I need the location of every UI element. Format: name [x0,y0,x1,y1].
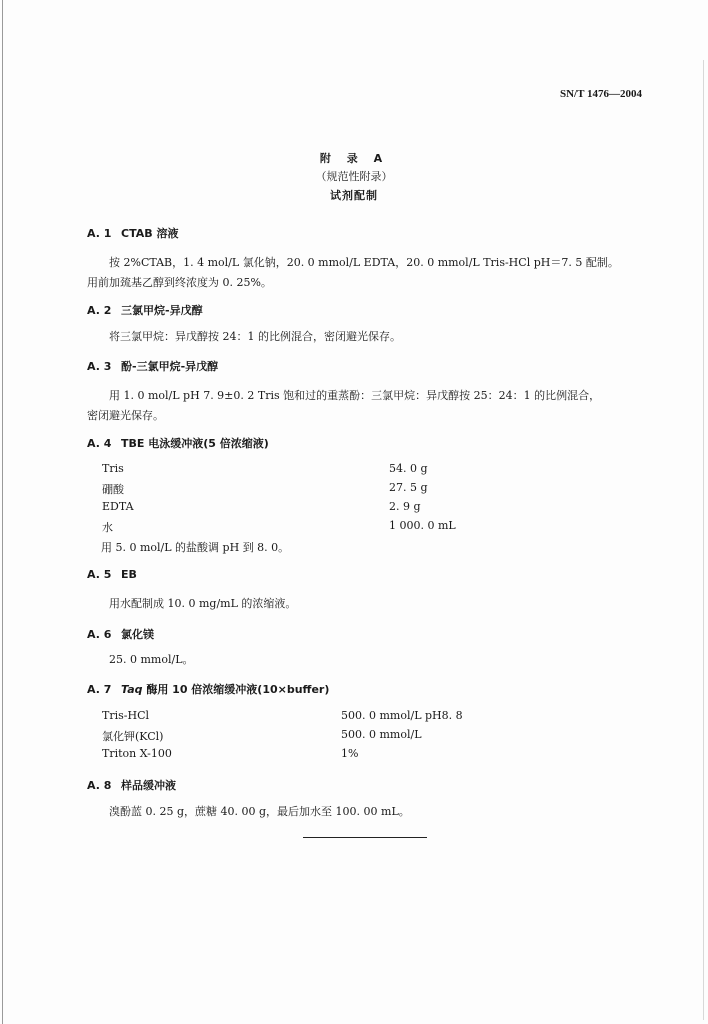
section-a6-text: 25. 0 mmol/L。 [109,653,194,666]
section-a7-title-italic: Taq [121,683,143,696]
end-rule [303,837,427,838]
a7-item-name: 氯化钾(KCl) [102,730,164,743]
section-a6-number: A. 6 [87,628,112,641]
a4-item-name: 水 [102,521,113,534]
a4-item-amount: 27. 5 g [389,481,428,494]
section-a2-number: A. 2 [87,304,112,317]
section-a7-heading [87,681,329,697]
section-a1-heading [87,225,178,241]
section-a1-title: CTAB 溶液 [121,227,179,240]
a4-item-name: EDTA [102,500,134,513]
section-a8-heading [87,777,176,793]
section-a3-line1: 用 1. 0 mol/L pH 7. 9±0. 2 Tris 饱和过的重蒸酚：三氯甲烷：异戊醇按 25：24：1 的比例混合， [109,389,601,402]
a7-item-amount: 500. 0 mmol/L [341,728,422,741]
section-a3-body [87,386,643,426]
a7-item-amount: 1% [341,747,359,760]
a4-item-amount: 1 000. 0 mL [389,519,456,532]
section-a4-heading [87,435,269,451]
section-a3-number: A. 3 [87,360,112,373]
section-a5-text: 用水配制成 10. 0 mg/mL 的浓缩液。 [109,597,297,610]
section-a2-body [87,327,643,347]
appendix-title: 试剂配制 [330,189,378,202]
a4-item-name: Tris [102,462,124,475]
section-a1-number: A. 1 [87,227,112,240]
section-a7-number: A. 7 [87,683,112,696]
appendix-label: 附 录 A [319,152,389,165]
section-a2-title: 三氯甲烷-异戊醇 [121,304,203,317]
a7-item-name: Tris-HCl [102,709,150,722]
section-a5-title: EB [121,568,137,581]
a4-item-amount: 2. 9 g [389,500,421,513]
scan-edge-right [703,60,704,1020]
section-a1-line2: 用前加巯基乙醇到终浓度为 0. 25%。 [87,276,272,289]
appendix-type: （规范性附录） [315,170,393,183]
section-a4-number: A. 4 [87,437,112,450]
a4-item-amount: 54. 0 g [389,462,428,475]
section-a7-title: 酶用 10 倍浓缩缓冲液(10×buffer) [142,683,330,696]
section-a2-text: 将三氯甲烷：异戊醇按 24：1 的比例混合，密闭避光保存。 [109,330,401,343]
section-a1-line1: 按 2%CTAB，1. 4 mol/L 氯化钠，20. 0 mmol/L EDTA，20. 0 mmol/L Tris-HCl pH＝7. 5 配制。 [109,256,619,269]
section-a2-heading [87,302,203,318]
section-a8-number: A. 8 [87,779,112,792]
section-a3-line2: 密闭避光保存。 [87,409,164,422]
section-a6-title: 氯化镁 [121,628,154,641]
section-a5-heading [87,568,137,581]
a7-item-name: Triton X-100 [102,747,172,760]
section-a8-body [87,802,643,822]
section-a3-title: 酚-三氯甲烷-异戊醇 [121,360,219,373]
a4-item-name: 硼酸 [102,483,124,496]
section-a5-body [87,594,643,614]
standard-number: SN/T 1476—2004 [559,88,642,100]
section-a3-heading [87,358,218,374]
section-a8-text: 溴酚蓝 0. 25 g，蔗糖 40. 00 g，最后加水至 100. 00 mL。 [109,805,410,818]
section-a5-number: A. 5 [87,568,112,581]
section-a6-body [87,650,643,670]
a4-note: 用 5. 0 mol/L 的盐酸调 pH 到 8. 0。 [101,541,290,554]
section-a4-title: TBE 电泳缓冲液(5 倍浓缩液) [121,437,269,450]
section-a6-heading [87,626,154,642]
section-a1-body [87,253,643,293]
a7-item-amount: 500. 0 mmol/L pH8. 8 [341,709,463,722]
section-a8-title: 样品缓冲液 [121,779,176,792]
